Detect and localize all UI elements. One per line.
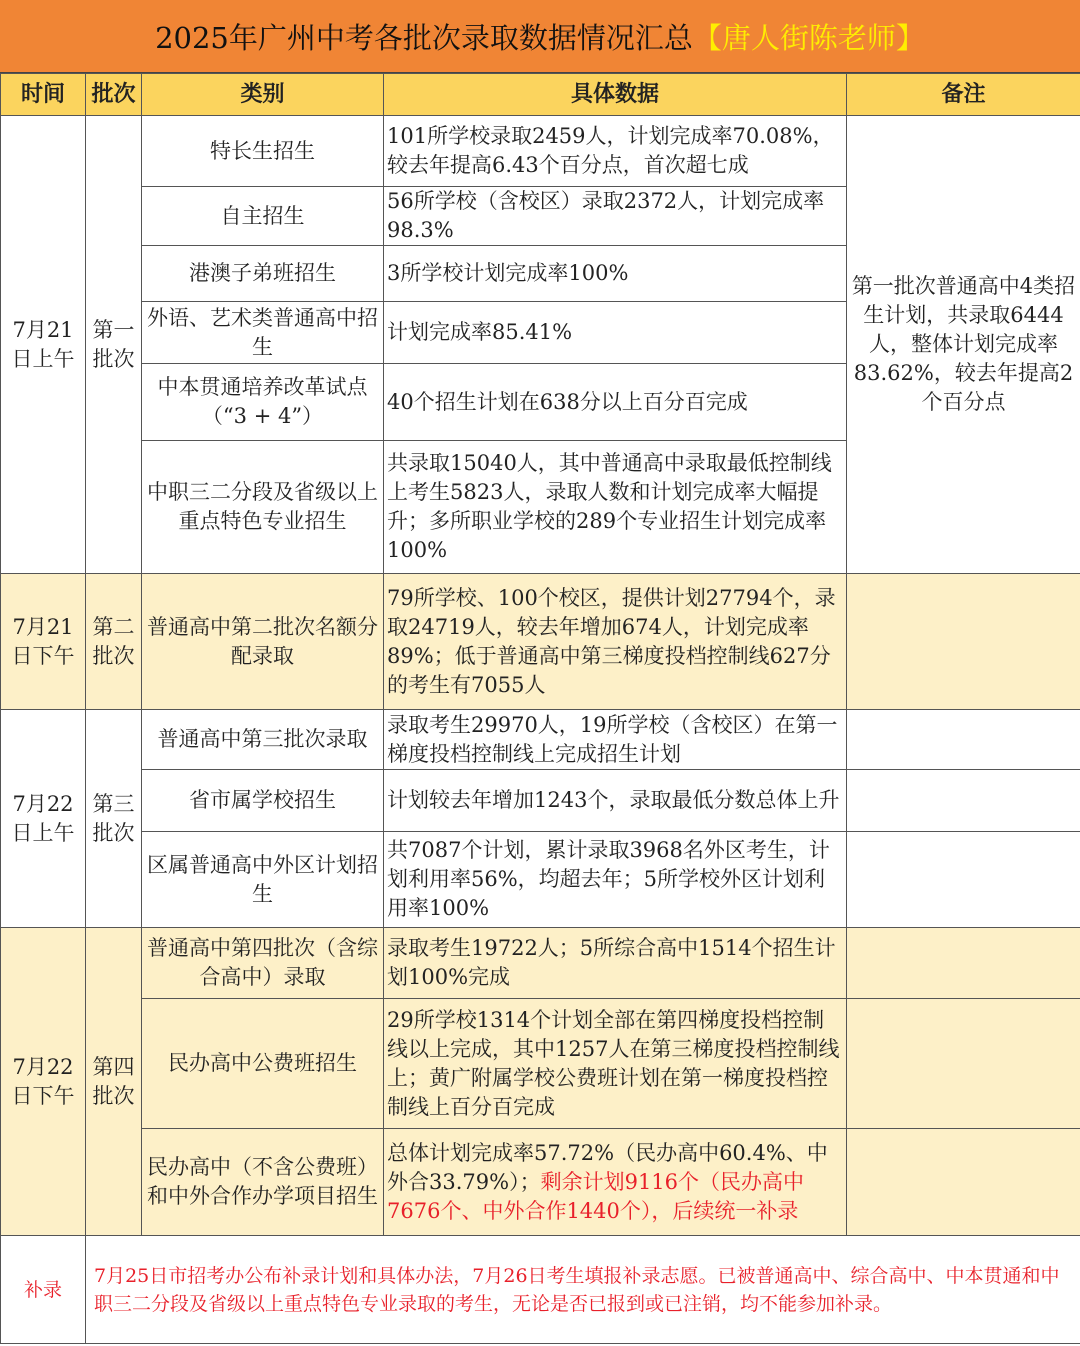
note-cell xyxy=(847,1129,1080,1236)
supplement-text: 7月25日市招考办公布补录计划和具体办法，7月26日考生填报补录志愿。已被普通高中、综合高中、中本贯通和中职三二分段及省级以上重点特色专业录取的考生，无论是否已报到或已注销，均不能参加补录。 xyxy=(86,1236,1080,1344)
category-cell: 外语、艺术类普通高中招生 xyxy=(142,302,384,364)
data-cell: 3所学校计划完成率100% xyxy=(384,246,847,302)
data-text-highlight: 剩余计划9116个（民办高中7676个、中外合作1440个），后续统一补录 xyxy=(387,1169,805,1223)
data-cell: 录取考生19722人；5所综合高中1514个招生计划100%完成 xyxy=(384,928,847,999)
note-cell: 第一批次普通高中4类招生计划，共录取6444人，整体计划完成率83.62%，较去年提高2个百分点 xyxy=(847,116,1080,574)
time-cell: 7月22日上午 xyxy=(1,710,86,928)
header-data: 具体数据 xyxy=(384,74,847,116)
category-cell: 民办高中公费班招生 xyxy=(142,999,384,1129)
header-batch: 批次 xyxy=(86,74,142,116)
time-cell: 7月21日上午 xyxy=(1,116,86,574)
category-cell: 普通高中第二批次名额分配录取 xyxy=(142,574,384,710)
note-cell xyxy=(847,999,1080,1129)
table-row xyxy=(1,574,1080,710)
category-cell: 港澳子弟班招生 xyxy=(142,246,384,302)
data-cell: 56所学校（含校区）录取2372人，计划完成率98.3% xyxy=(384,187,847,246)
title-main: 2025年广州中考各批次录取数据情况汇总 xyxy=(155,20,693,55)
supplement-row xyxy=(1,1236,1080,1344)
category-cell: 普通高中第三批次录取 xyxy=(142,710,384,770)
table-row xyxy=(1,116,1080,187)
batch-cell: 第四批次 xyxy=(86,928,142,1236)
header-note: 备注 xyxy=(847,74,1080,116)
title-tag: 【唐人街陈老师】 xyxy=(692,20,925,55)
category-cell: 区属普通高中外区计划招生 xyxy=(142,832,384,928)
note-cell xyxy=(847,770,1080,832)
data-cell: 计划完成率85.41% xyxy=(384,302,847,364)
data-cell xyxy=(384,1129,847,1236)
category-cell: 自主招生 xyxy=(142,187,384,246)
note-cell xyxy=(847,928,1080,999)
table-row xyxy=(1,832,1080,928)
data-cell: 共录取15040人，其中普通高中录取最低控制线上考生5823人，录取人数和计划完成率大幅提升；多所职业学校的289个专业招生计划完成率100% xyxy=(384,441,847,574)
category-cell: 普通高中第四批次（含综合高中）录取 xyxy=(142,928,384,999)
data-cell: 79所学校、100个校区，提供计划27794个，录取24719人，较去年增加674人，计划完成率89%；低于普通高中第三梯度投档控制线627分的考生有7055人 xyxy=(384,574,847,710)
header-row xyxy=(1,74,1080,116)
data-cell: 29所学校1314个计划全部在第四梯度投档控制线以上完成，其中1257人在第三梯度投档控制线上；黄广附属学校公费班计划在第一梯度投档控制线上百分百完成 xyxy=(384,999,847,1129)
category-cell: 特长生招生 xyxy=(142,116,384,187)
category-cell: 民办高中（不含公费班） 和中外合作办学项目招生 xyxy=(142,1129,384,1236)
time-cell: 7月21日下午 xyxy=(1,574,86,710)
category-cell: 省市属学校招生 xyxy=(142,770,384,832)
batch-cell: 第一批次 xyxy=(86,116,142,574)
data-cell: 计划较去年增加1243个，录取最低分数总体上升 xyxy=(384,770,847,832)
data-text: 总体计划完成率57.72%（民办高中60.4%、中外合33.79%）； xyxy=(387,1140,828,1194)
table-row xyxy=(1,928,1080,999)
note-cell xyxy=(847,710,1080,770)
page-title xyxy=(0,0,1080,73)
admission-table xyxy=(0,73,1080,1344)
note-cell xyxy=(847,574,1080,710)
note-cell xyxy=(847,832,1080,928)
data-cell: 40个招生计划在638分以上百分百完成 xyxy=(384,364,847,441)
category-cell: 中职三二分段及省级以上重点特色专业招生 xyxy=(142,441,384,574)
header-time: 时间 xyxy=(1,74,86,116)
supplement-label: 补录 xyxy=(1,1236,86,1344)
time-cell: 7月22日下午 xyxy=(1,928,86,1236)
batch-cell: 第二批次 xyxy=(86,574,142,710)
table-row xyxy=(1,1129,1080,1236)
data-cell: 录取考生29970人，19所学校（含校区）在第一梯度投档控制线上完成招生计划 xyxy=(384,710,847,770)
table-row xyxy=(1,770,1080,832)
data-cell: 共7087个计划，累计录取3968名外区考生，计划利用率56%，均超去年；5所学校外区计划利用率100% xyxy=(384,832,847,928)
batch-cell: 第三批次 xyxy=(86,710,142,928)
table-row xyxy=(1,999,1080,1129)
data-cell: 101所学校录取2459人，计划完成率70.08%，较去年提高6.43个百分点，首次超七成 xyxy=(384,116,847,187)
category-cell: 中本贯通培养改革试点（“3 + 4”） xyxy=(142,364,384,441)
header-category: 类别 xyxy=(142,74,384,116)
table-row xyxy=(1,710,1080,770)
